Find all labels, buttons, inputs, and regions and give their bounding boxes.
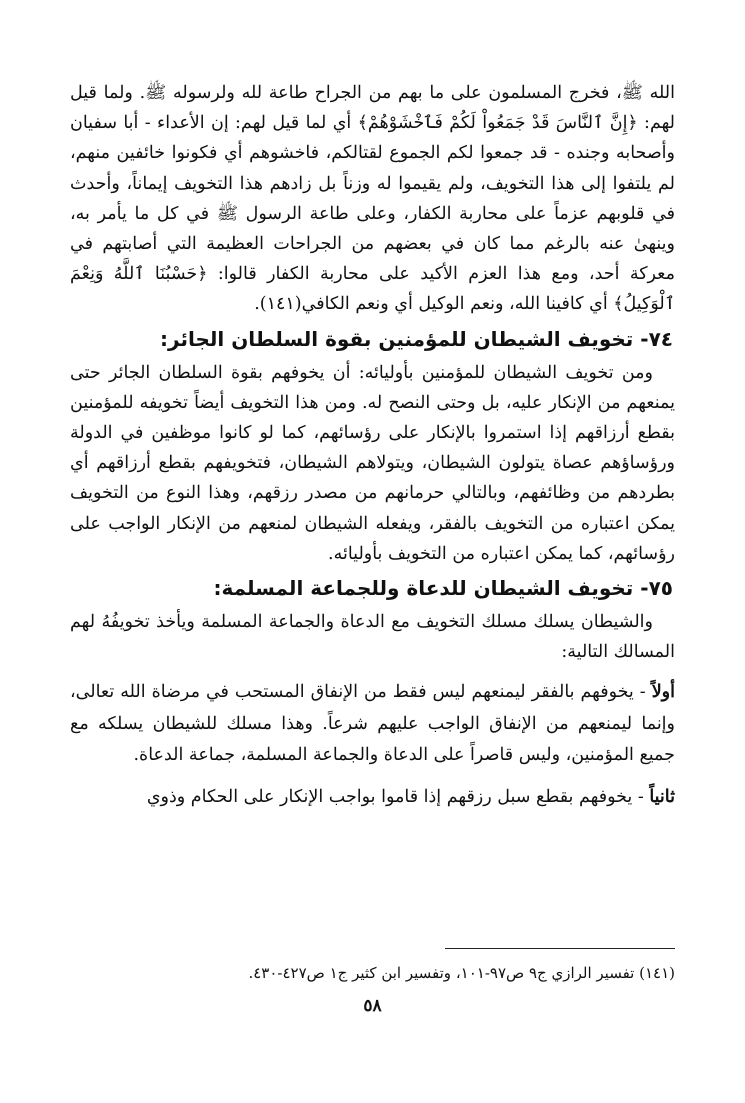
paragraph-section-75: والشيطان يسلك مسلك التخويف مع الدعاة والجماعة المسلمة ويأخذ تخويفُهُ لهم المسالك التالية: xyxy=(70,612,675,663)
paragraph-section-74: ومن تخويف الشيطان للمؤمنين بأوليائه: أن يخوفهم بقوة السلطان الجائر حتى يمنعهم من الإنكار عليه، بل وحتى النصح له. ومن هذا التخويف أيضاً تخويفه للمؤمنين بقطع أرزاقهم إذا استمروا بالإنكار على رؤسائهم، كما لو كانوا موظفين في الدولة ورؤساؤهم عصاة يتولون الشيطان، ويتولاهم الشيطان، فتخويفهم بقطع أرزاقهم أي بطردهم من وظائفهم، وبالتالي حرمانهم من مصدر رزقهم، وهذا النوع من التخويف يمكن اعتباره من التخويف بالفقر، ويفعله الشيطان لمنعهم من الإنكار الواجب على رؤسائهم، كما يمكن اعتباره من التخويف بأوليائه. xyxy=(70,362,675,564)
list-item-second-lead: ثانياً xyxy=(649,786,675,807)
list-item-second-text: - يخوفهم بقطع سبل رزقهم إذا قاموا بواجب الإنكار على الحكام وذوي xyxy=(146,786,650,807)
section-heading-75: ٧٥- تخويف الشيطان للدعاة وللجماعة المسلمة: xyxy=(213,576,673,601)
page-number: ٥٨ xyxy=(363,996,382,1016)
paragraph-intro: الله ﷺ، فخرج المسلمون على ما بهم من الجراح طاعة لله ولرسوله ﷺ. ولما قيل لهم: ﴿إِنَّ ٱلنَّاسَ قَدْ جَمَعُواْ لَكُمْ فَٱخْشَوْهُمْ﴾ أي لما قيل لهم: إن الأعداء - أبا سفيان وأصحابه وجنده - قد جمعوا لكم الجموع لقتالكم، فاخشوهم أي فكونوا خائفين منهم، لم يلتفوا إلى هذا التخويف، ولم يقيموا له وزناً بل زادهم هذا التخويف إيماناً، وأحدث في قلوبهم عزماً على محاربة الكفار، وعلى طاعة الرسول ﷺ في كل ما يأمر به، وينهىٰ عنه بالرغم مما كان في بعضهم من الجراحات العظيمة التي أصابتهم في معركة أحد، ومع هذا العزم الأكيد على محاربة الكفار قالوا: ﴿حَسْبُنَا ٱللَّهُ وَنِعْمَ ٱلْوَكِيلُ﴾ أي كافينا الله، ونعم الوكيل أي ونعم الكافي(١٤١). xyxy=(70,83,675,315)
footnote-divider xyxy=(445,948,675,949)
page-body xyxy=(70,78,675,813)
footnote: (١٤١) تفسير الرازي ج٩ ص٩٧-١٠١، وتفسير ابن كثير ج١ ص٤٢٧-٤٣٠. xyxy=(248,964,675,982)
list-item-first xyxy=(70,677,675,772)
section-heading-74: ٧٤- تخويف الشيطان للمؤمنين بقوة السلطان الجائر: xyxy=(160,326,673,351)
list-item-first-text: - يخوفهم بالفقر ليمنعهم ليس فقط من الإنفاق المستحب في مرضاة الله تعالى، وإنما ليمنعهم من الإنفاق الواجب عليهم شرعاً. وهذا مسلك للشيطان يسلكه مع جميع المؤمنين، وليس قاصراً على الدعاة والجماعة المسلمة، جماعة الدعاة. xyxy=(70,682,675,766)
list-item-second xyxy=(70,782,675,814)
page-footer xyxy=(70,948,675,1048)
list-item-first-lead: أولاً xyxy=(651,682,675,703)
